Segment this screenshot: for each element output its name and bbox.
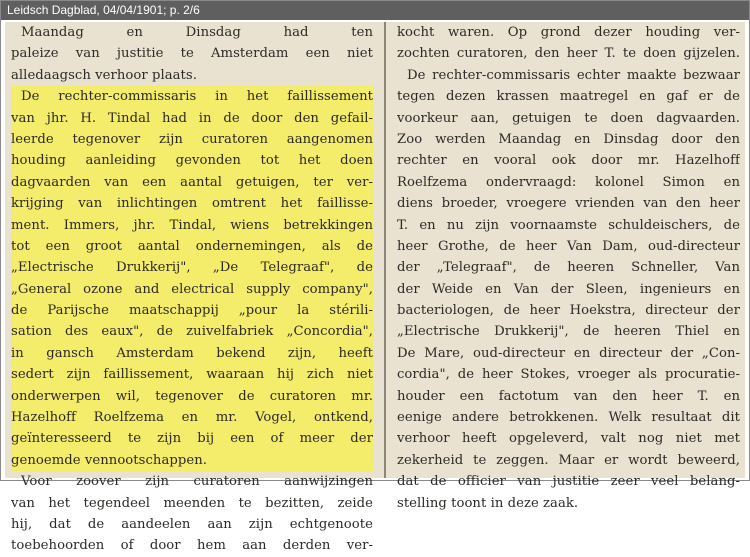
highlighted-text: van jhr. H. Tindal had in de door den gefail-: [11, 110, 373, 126]
article-line: [397, 386, 740, 407]
article-line: [11, 386, 373, 407]
newspaper-clipping: [5, 22, 745, 554]
article-line: [397, 257, 740, 278]
highlighted-text: onderwerpen wil, tegenover de curatoren mr.: [11, 388, 373, 404]
article-text: toebehoorden of door hem aan derden ver-: [11, 538, 373, 554]
highlighted-text: krijging van inlichtingen omtrent het faillisse-: [11, 196, 373, 212]
article-line: [11, 236, 373, 257]
article-text: alledaagsch verhoor plaats.: [11, 67, 197, 83]
article-text: T. en nu zijn voornaamste schuldeischers, de: [397, 217, 740, 233]
article-text: Roelfzema ondervraagd: kolonel Simon en: [397, 174, 740, 190]
highlighted-text: „General ozone and electrical supply company",: [11, 281, 373, 297]
highlighted-text: sedert zijn faillissement, waaraan hij zich niet: [11, 367, 373, 383]
article-line: [397, 279, 740, 300]
article-text: stelling toont in deze zaak.: [397, 495, 579, 511]
article-line: [11, 428, 373, 449]
article-text: rechter en vooral ook door mr. Hazelhoff: [397, 153, 740, 169]
article-line: [11, 471, 373, 492]
highlighted-text: sation des eaux", de zuivelfabriek „Concordia",: [11, 324, 373, 340]
article-line: [11, 514, 373, 535]
article-text: Maandag en Dinsdag had ten: [21, 25, 373, 40]
article-text: der Weide en Van der Sleen, ingenieurs en: [397, 281, 740, 297]
article-line: [11, 257, 373, 278]
highlighted-text: Hazelhoff Roelfzema en mr. Vogel, ontkend,: [11, 410, 373, 426]
article-text: Zoo werden Maandag en Dinsdag door den: [397, 131, 740, 147]
article-line: [11, 215, 373, 236]
article-text: houder een factotum van den heer T. en: [397, 388, 740, 404]
article-text: bacteriologen, de heer Hoekstra, directeur der: [397, 303, 740, 319]
article-line: [397, 22, 740, 43]
column-divider: [384, 22, 386, 478]
highlighted-text: tot een groot aantal ondernemingen, als de: [11, 238, 373, 254]
article-line: [397, 215, 740, 236]
highlighted-text: de Parijsche maatschappij „pour la stérili-: [11, 303, 373, 319]
article-text: De rechter-commissaris echter maakte bezwaar: [407, 67, 740, 83]
article-line: [11, 300, 373, 321]
article-text: cordia", de heer Stokes, vroeger als procuratie-: [397, 367, 740, 383]
article-text: dat de officier van justitie zeer veel belang-: [397, 474, 740, 490]
article-text: zekerheid te zeggen. Maar er wordt beweerd,: [397, 452, 740, 468]
article-line: [397, 428, 740, 449]
article-line: [11, 86, 373, 107]
article-line: [11, 321, 373, 342]
article-line: [11, 493, 373, 514]
article-line: [11, 22, 373, 43]
article-text: heer Grothe, de heer Van Dam, oud-directeur: [397, 238, 740, 254]
highlighted-text: genoemde vennootschappen.: [11, 452, 207, 468]
highlighted-text: in gansch Amsterdam bekend zijn, heeft: [11, 345, 373, 361]
article-line: [11, 535, 373, 556]
left-column: [11, 22, 373, 554]
article-line: [397, 43, 740, 64]
article-line: [11, 364, 373, 385]
article-text: zochten curatoren, den heer T. te doen gijzelen.: [397, 46, 740, 62]
article-text: eenige andere betrokkenen. Welk resultaat dit: [397, 410, 740, 426]
article-line: [11, 450, 373, 471]
article-line: [397, 493, 740, 514]
highlighted-text: De rechter-commissaris in het faillissement: [21, 89, 373, 105]
article-text: verhoor heeft opgeleverd, valt nog niet met: [397, 431, 740, 447]
article-line: [397, 450, 740, 471]
article-line: [397, 343, 740, 364]
article-line: [397, 65, 740, 86]
article-line: [397, 236, 740, 257]
right-column: [397, 22, 740, 511]
article-text: diens broeder, vroegere vrienden van den heer: [397, 196, 740, 212]
article-line: [11, 65, 373, 86]
article-line: [397, 129, 740, 150]
highlighted-text: ment. Immers, jhr. Tindal, wiens betrekkingen: [11, 217, 373, 233]
highlighted-text: dagvaarden van een aantal getuigen, ter ver-: [11, 174, 373, 190]
article-line: [11, 343, 373, 364]
article-line: [397, 172, 740, 193]
source-title: Leidsch Dagblad, 04/04/1901; p. 2/6: [1, 1, 749, 20]
article-line: [397, 86, 740, 107]
article-line: [11, 150, 373, 171]
highlighted-text: geïnteresseerd te zijn bij een of meer der: [11, 431, 373, 447]
article-line: [397, 150, 740, 171]
article-text: paleize van justitie te Amsterdam een niet: [11, 46, 373, 62]
article-line: [11, 279, 373, 300]
article-line: [397, 321, 740, 342]
article-text: der „Telegraaf", de heeren Schneller, Van: [397, 260, 740, 276]
article-text: De Mare, oud-directeur en directeur der „Con-: [397, 345, 740, 361]
article-line: [397, 407, 740, 428]
article-line: [11, 193, 373, 214]
article-text: „Electrische Drukkerij", de heeren Thiel en: [397, 324, 740, 340]
article-line: [397, 364, 740, 385]
article-line: [11, 43, 373, 64]
highlighted-text: leerde tegenover zijn curatoren aangenomen: [11, 131, 373, 147]
article-line: [397, 471, 740, 492]
article-line: [11, 172, 373, 193]
article-line: [11, 407, 373, 428]
article-text: tegen dezen krassen maatregel en gaf er de: [397, 89, 740, 105]
article-line: [11, 108, 373, 129]
article-line: [397, 193, 740, 214]
article-line: [11, 129, 373, 150]
article-text: hij, dat de aandeelen aan zijn echtgenoote: [11, 516, 373, 532]
highlighted-text: houding aanleiding gevonden tot het doen: [11, 153, 373, 169]
article-text: voorkeur aan, getuigen te doen dagvaarden.: [397, 110, 740, 126]
article-text: kocht waren. Op grond dezer houding ver-: [397, 25, 740, 40]
highlighted-text: „Electrische Drukkerij", „De Telegraaf", de: [11, 260, 373, 276]
article-line: [397, 300, 740, 321]
article-text: Voor zoover zijn curatoren aanwijzingen: [21, 474, 373, 490]
article-line: [397, 108, 740, 129]
article-text: van het tegendeel meenden te bezitten, zeide: [11, 495, 373, 511]
